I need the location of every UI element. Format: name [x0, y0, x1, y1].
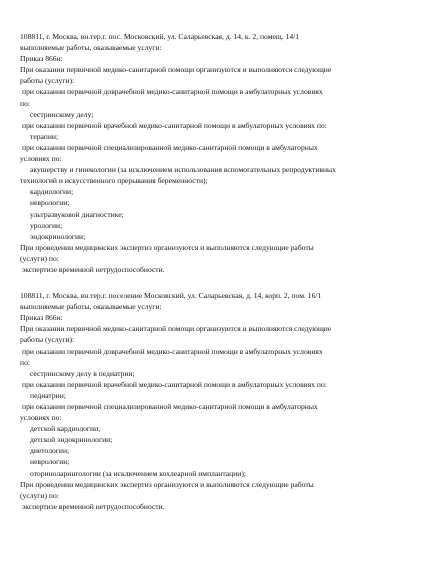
text-line: При проведении медицинских экспертиз организуются и выполняются следующие работы	[20, 242, 314, 252]
text-line: при оказании первичной врачебной медико-санитарной помощи в амбулаторных условиях по:	[22, 379, 327, 389]
text-line: детской кардиологии;	[30, 424, 101, 434]
text-line: экспертизе временной нетрудоспособности.	[22, 264, 165, 274]
text-line: (услуги) по:	[20, 253, 59, 263]
block-separator	[20, 275, 415, 290]
document-page	[20, 31, 415, 512]
text-line: при оказании первичной врачебной медико-санитарной помощи в амбулаторных условиях по:	[22, 120, 327, 130]
text-line: при оказании первичной специализированной медико-санитарной помощи в амбулаторных	[22, 402, 318, 411]
text-line: урологии;	[30, 220, 63, 230]
text-line: Приказ 866н:	[20, 54, 63, 64]
text-line: по:	[20, 357, 30, 367]
text-line: по:	[20, 98, 30, 108]
text-line: при оказании первичной доврачебной медико-санитарной помощи в амбулаторных условиях	[22, 346, 323, 356]
text-line: при оказании первичной специализированной медико-санитарной помощи в амбулаторных	[22, 142, 318, 152]
text-line: (услуги) по:	[20, 490, 59, 500]
text-line: Приказ 866н:	[20, 313, 63, 323]
text-line: 108811, г. Москва, вн.тер.г. поселение Московский, ул. Саларьевская, д. 14, корп. 2, пом. 16/1	[20, 291, 322, 301]
text-line: терапии;	[30, 131, 59, 141]
text-line: 108811, г. Москва, вн.тер.г. пос. Московский, ул. Саларьевская, д. 14, к. 2, помещ. 14/1	[20, 32, 300, 41]
text-line: При проведении медицинских экспертиз организуются и выполняются следующие работы	[20, 479, 314, 489]
text-line: условиях по:	[20, 154, 62, 164]
text-line: сестринскому делу в педиатрии;	[30, 368, 135, 378]
text-line: акушерству и гинекологии (за исключением использования вспомогательных репродуктивных	[30, 165, 336, 175]
text-line: при оказании первичной доврачебной медико-санитарной помощи в амбулаторных условиях	[22, 87, 323, 97]
text-line: кардиологии;	[30, 187, 74, 197]
text-line: эндокринологии;	[30, 231, 86, 241]
text-line: педиатрии;	[30, 390, 66, 400]
text-line: ультразвуковой диагностике;	[30, 209, 124, 219]
address-block	[20, 290, 415, 512]
text-line: детской эндокринологии;	[30, 435, 113, 445]
document-body	[20, 31, 415, 512]
text-line: неврологии;	[30, 457, 70, 467]
text-line: работы (услуги):	[20, 335, 75, 345]
text-line: технологий и искусственного прерывания беременности);	[20, 176, 208, 186]
text-line: условиях по:	[20, 413, 62, 423]
text-line: работы (услуги):	[20, 76, 75, 86]
text-line: диетологии;	[30, 446, 70, 456]
text-line: неврологии;	[30, 198, 70, 208]
address-block	[20, 31, 415, 275]
text-line: При оказании первичной медико-санитарной помощи организуются и выполняются следующие	[20, 324, 332, 334]
text-line: оториноларингологии (за исключением кохлеарной имплантации);	[30, 468, 246, 478]
text-line: При оказании первичной медико-санитарной помощи организуются и выполняются следующие	[20, 65, 332, 75]
text-line: выполняемые работы, оказываемые услуги:	[20, 43, 162, 53]
text-line: сестринскому делу;	[30, 109, 94, 119]
text-line: выполняемые работы, оказываемые услуги:	[20, 302, 162, 312]
text-line: экспертизе временной нетрудоспособности.	[22, 501, 165, 511]
